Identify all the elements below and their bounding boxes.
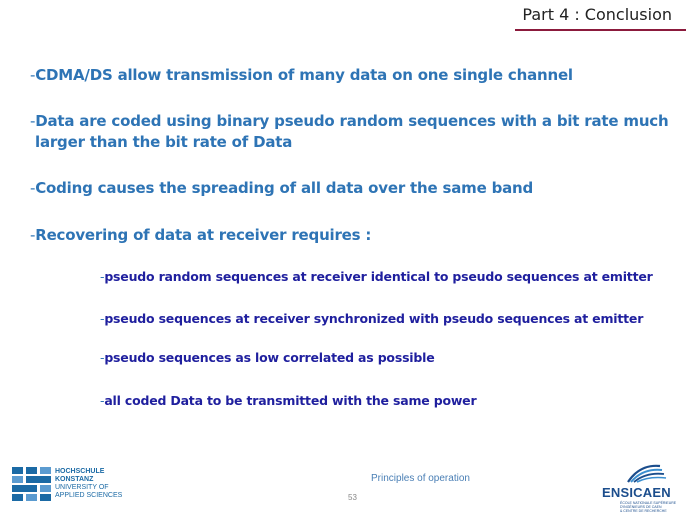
- ensicaen-swoosh-icon: [598, 462, 682, 486]
- hochschule-konstanz-logo: [12, 467, 162, 507]
- bullet-point: [30, 65, 573, 86]
- hochschule-konstanz-wordmark: HOCHSCHULE KONSTANZ UNIVERSITY OF APPLIED SCIENCES: [55, 468, 123, 499]
- bullet-dash: -: [30, 226, 36, 244]
- bullet-text: pseudo random sequences at receiver identical to pseudo sequences at emitter: [104, 269, 653, 284]
- bullet-point: [30, 111, 668, 153]
- bullet-text: pseudo sequences as low correlated as possible: [104, 350, 435, 365]
- bullet-dash: -: [30, 179, 36, 197]
- bullet-dash: -: [100, 393, 105, 408]
- slide-title: Part 4 : Conclusion: [522, 5, 672, 24]
- sub-bullet-point: [100, 268, 653, 286]
- sub-bullet-point: [100, 310, 643, 328]
- title-underline: [515, 29, 686, 31]
- bullet-dash: -: [30, 112, 36, 130]
- ensicaen-wordmark: ENSICAEN: [602, 485, 671, 500]
- bullet-text: Data are coded using binary pseudo random sequences with a bit rate much: [35, 112, 669, 130]
- bullet-text: pseudo sequences at receiver synchronized with pseudo sequences at emitter: [104, 311, 644, 326]
- bullet-dash: -: [100, 350, 105, 365]
- bullet-point: [30, 178, 533, 199]
- ensicaen-logo: [598, 462, 682, 512]
- bullet-text: CDMA/DS allow transmission of many data on one single channel: [35, 66, 573, 84]
- bullet-dash: -: [100, 311, 105, 326]
- hochschule-konstanz-mark-icon: [12, 467, 52, 503]
- sub-bullet-point: [100, 349, 435, 367]
- bullet-text: Coding causes the spreading of all data over the same band: [35, 179, 534, 197]
- page-number: 53: [348, 493, 357, 502]
- ensicaen-tagline: ÉCOLE NATIONALE SUPÉRIEURE D'INGÉNIEURS DE CAEN & CENTRE DE RECHERCHE: [620, 501, 677, 513]
- bullet-text-continued: larger than the bit rate of Data: [35, 133, 293, 151]
- bullet-point: [30, 225, 371, 246]
- bullet-text: Recovering of data at receiver requires :: [35, 226, 372, 244]
- footer-caption: Principles of operation: [371, 473, 470, 484]
- bullet-dash: -: [100, 269, 105, 284]
- sub-bullet-point: [100, 392, 476, 410]
- bullet-text: all coded Data to be transmitted with the same power: [104, 393, 477, 408]
- bullet-dash: -: [30, 66, 36, 84]
